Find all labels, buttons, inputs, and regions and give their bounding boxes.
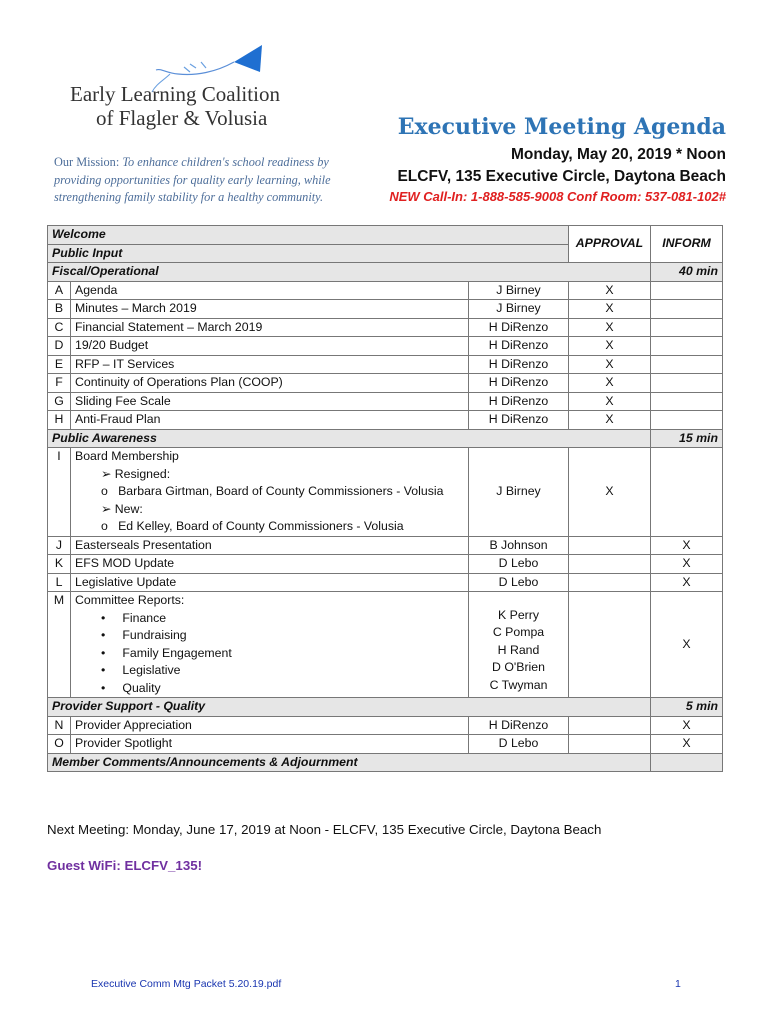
resigned-label: Resigned: (114, 466, 171, 481)
section-fiscal (48, 263, 723, 282)
row-approval (569, 716, 651, 735)
row-letter: D (48, 337, 71, 356)
row-letter: O (48, 735, 71, 754)
bullet-icon: • (101, 645, 123, 660)
row-letter: K (48, 555, 71, 574)
logo-name-line2: of Flagler & Volusia (96, 106, 268, 130)
row-inform (651, 318, 723, 337)
new-item (75, 501, 464, 519)
closing-time (651, 753, 723, 772)
row-inform (651, 392, 723, 411)
section-welcome (48, 226, 723, 245)
committee-name: Quality (122, 680, 161, 695)
committee-name: Finance (122, 610, 167, 625)
row-owner: J Birney (469, 281, 569, 300)
closing-title: Member Comments/Announcements & Adjournment (48, 753, 651, 772)
approval-header: APPROVAL (569, 226, 651, 263)
row-inform: X (651, 716, 723, 735)
row-approval: X (569, 355, 651, 374)
circle-bullet-icon: o (101, 519, 119, 533)
committee-bullet (75, 627, 464, 645)
row-owner: H DiRenzo (469, 355, 569, 374)
row-inform: X (651, 555, 723, 574)
row-letter: J (48, 536, 71, 555)
mission-statement (54, 154, 354, 207)
table-row (48, 555, 723, 574)
table-row (48, 318, 723, 337)
row-inform (651, 355, 723, 374)
row-item: Continuity of Operations Plan (COOP) (71, 374, 469, 393)
committee-name: Legislative (122, 663, 181, 677)
table-row (48, 355, 723, 374)
arrow-bullet-icon: ➢ (101, 466, 115, 481)
row-approval: X (569, 392, 651, 411)
row-approval (569, 592, 651, 698)
inform-header: INFORM (651, 226, 723, 263)
welcome-label: Welcome (48, 226, 569, 245)
table-row (48, 281, 723, 300)
fiscal-title: Fiscal/Operational (48, 263, 651, 282)
provider-time: 5 min (651, 698, 723, 717)
row-approval: X (569, 374, 651, 393)
committee-name: Fundraising (122, 628, 187, 642)
row-item: Sliding Fee Scale (71, 392, 469, 411)
row-approval (569, 573, 651, 592)
table-row (48, 573, 723, 592)
row-owner: J Birney (469, 448, 569, 537)
row-approval (569, 555, 651, 574)
resigned-name: Barbara Girtman, Board of County Commissioners - Volusia (118, 484, 444, 498)
row-owner: D Lebo (469, 735, 569, 754)
meeting-location: ELCFV, 135 Executive Circle, Daytona Beach (397, 168, 726, 185)
provider-title: Provider Support - Quality (48, 698, 651, 717)
mission-text: To enhance children's school readiness by providing opportunities for quality early learning, while strengthening family stability for a healthy community. (54, 155, 331, 204)
row-item: Legislative Update (71, 573, 469, 592)
committee-bullet (75, 645, 464, 663)
row-inform: X (651, 592, 723, 698)
awareness-time: 15 min (651, 429, 723, 448)
row-approval: X (569, 337, 651, 356)
page-number: 1 (675, 978, 681, 990)
row-letter: F (48, 374, 71, 393)
row-item (71, 448, 469, 537)
resigned-name-item (75, 483, 464, 501)
row-owner: H DiRenzo (469, 374, 569, 393)
row-letter: N (48, 716, 71, 735)
bullet-icon: • (101, 610, 123, 625)
owner-name: D O'Brien (492, 660, 545, 675)
row-approval (569, 735, 651, 754)
row-letter: M (48, 592, 71, 698)
owner-name: C Twyman (489, 677, 548, 692)
table-row (48, 392, 723, 411)
row-inform (651, 374, 723, 393)
row-approval: X (569, 318, 651, 337)
section-public-awareness (48, 429, 723, 448)
row-owners (469, 592, 569, 698)
row-owner: B Johnson (469, 536, 569, 555)
row-owner: H DiRenzo (469, 392, 569, 411)
table-row (48, 374, 723, 393)
row-item: Anti-Fraud Plan (71, 411, 469, 430)
row-approval: X (569, 281, 651, 300)
row-owner: H DiRenzo (469, 318, 569, 337)
row-letter: E (48, 355, 71, 374)
mission-label: Our Mission: (54, 155, 120, 169)
bullet-icon: • (101, 680, 123, 695)
row-owner: D Lebo (469, 573, 569, 592)
row-approval: X (569, 411, 651, 430)
new-name: Ed Kelley, Board of County Commissioners - Volusia (118, 519, 404, 533)
row-letter: G (48, 392, 71, 411)
owner-name: K Perry (498, 607, 539, 622)
committee-bullet (75, 662, 464, 680)
row-item: Easterseals Presentation (71, 536, 469, 555)
footer-filename: Executive Comm Mtg Packet 5.20.19.pdf (91, 978, 282, 990)
table-row (48, 536, 723, 555)
section-provider-support (48, 698, 723, 717)
board-membership-label: Board Membership (75, 449, 179, 463)
row-item: 19/20 Budget (71, 337, 469, 356)
row-inform: X (651, 735, 723, 754)
arrow-bullet-icon: ➢ (101, 501, 115, 516)
section-closing (48, 753, 723, 772)
awareness-title: Public Awareness (48, 429, 651, 448)
row-letter: C (48, 318, 71, 337)
table-row (48, 337, 723, 356)
call-in-info: NEW Call-In: 1-888-585-9008 Conf Room: 537-081-102# (389, 189, 726, 204)
committee-name: Family Engagement (122, 645, 232, 660)
agenda-table (47, 225, 723, 772)
public-input-label: Public Input (48, 244, 569, 263)
row-item: Agenda (71, 281, 469, 300)
meeting-date: Monday, May 20, 2019 * Noon (510, 146, 726, 163)
owner-name: C Pompa (492, 625, 545, 640)
row-owner: D Lebo (469, 555, 569, 574)
row-letter: A (48, 281, 71, 300)
row-item: EFS MOD Update (71, 555, 469, 574)
table-row-board (48, 448, 723, 537)
row-letter: L (48, 573, 71, 592)
row-inform (651, 337, 723, 356)
guest-wifi: Guest WiFi: ELCFV_135! (47, 858, 203, 873)
page-title: Executive Meeting Agenda (397, 114, 726, 140)
row-approval (569, 536, 651, 555)
circle-bullet-icon: o (101, 484, 119, 498)
row-inform (651, 411, 723, 430)
row-item: Minutes – March 2019 (71, 300, 469, 319)
row-approval: X (569, 300, 651, 319)
row-inform: X (651, 536, 723, 555)
new-label: New: (114, 501, 143, 516)
row-item (71, 592, 469, 698)
owner-name: H Rand (497, 642, 540, 657)
fiscal-time: 40 min (651, 263, 723, 282)
row-letter: I (48, 448, 71, 537)
row-item: RFP – IT Services (71, 355, 469, 374)
row-item: Provider Spotlight (71, 735, 469, 754)
row-inform (651, 300, 723, 319)
committee-bullet (75, 680, 464, 698)
row-owner: H DiRenzo (469, 411, 569, 430)
row-item: Financial Statement – March 2019 (71, 318, 469, 337)
table-row-committee (48, 592, 723, 698)
row-letter: H (48, 411, 71, 430)
next-meeting: Next Meeting: Monday, June 17, 2019 at Noon - ELCFV, 135 Executive Circle, Daytona Beach (47, 822, 602, 837)
bullet-icon: • (101, 628, 123, 642)
row-approval: X (569, 448, 651, 537)
table-row (48, 300, 723, 319)
row-item: Provider Appreciation (71, 716, 469, 735)
committee-label: Committee Reports: (75, 593, 185, 607)
row-owner: H DiRenzo (469, 337, 569, 356)
table-row (48, 716, 723, 735)
row-owner: H DiRenzo (469, 716, 569, 735)
logo-name-line1: Early Learning Coalition (70, 82, 280, 106)
resigned-item (75, 466, 464, 484)
bullet-icon: • (101, 663, 123, 677)
row-inform (651, 448, 723, 537)
table-row (48, 735, 723, 754)
committee-bullet (75, 610, 464, 628)
new-name-item (75, 518, 464, 536)
table-row (48, 411, 723, 430)
row-owner: J Birney (469, 300, 569, 319)
row-inform (651, 281, 723, 300)
row-letter: B (48, 300, 71, 319)
row-inform: X (651, 573, 723, 592)
